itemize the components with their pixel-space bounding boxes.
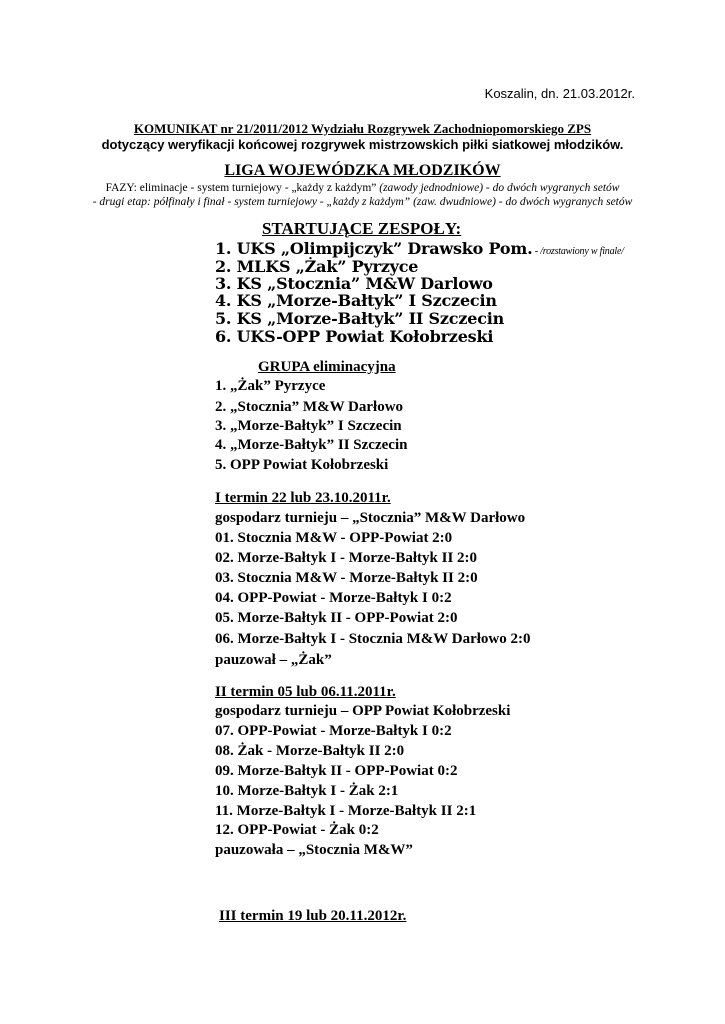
match-result: 02. Morze-Bałtyk I - Morze-Bałtyk II 2:0 <box>215 550 478 566</box>
group-heading: GRUPA eliminacyjna <box>258 359 396 375</box>
match-result: 11. Morze-Bałtyk I - Morze-Bałtyk II 2:1 <box>215 803 477 819</box>
match-result: 10. Morze-Bałtyk I - Żak 2:1 <box>215 783 399 799</box>
match-result: 01. Stocznia M&W - OPP-Powiat 2:0 <box>215 530 453 546</box>
communique-subtitle: dotyczący weryfikacji końcowej rozgrywek mistrzowskich piłki siatkowej młodzików. <box>101 137 624 152</box>
match-result: 12. OPP-Powiat - Żak 0:2 <box>215 822 379 838</box>
term-heading: II termin 05 lub 06.11.2011r. <box>215 684 396 700</box>
match-result: 08. Żak - Morze-Bałtyk II 2:0 <box>215 743 405 759</box>
match-result: 03. Stocznia M&W - Morze-Bałtyk II 2:0 <box>215 570 478 586</box>
term-heading: I termin 22 lub 23.10.2011r. <box>215 490 391 506</box>
phases-line-2: - drugi etap: półfinały i finał - system turniejowy - „każdy z każdym” (zaw. dwudniowe) - do dwóch wygranych setów <box>92 196 633 208</box>
pause-note: pauzowała – „Stocznia M&W” <box>215 842 413 858</box>
group-item: 1. „Żak” Pyrzyce <box>215 378 326 394</box>
group-item: 5. OPP Powiat Kołobrzeski <box>215 457 389 473</box>
match-result: 06. Morze-Bałtyk I - Stocznia M&W Darłowo 2:0 <box>215 631 531 647</box>
phases-line-1-text: FAZY: eliminacje - system turniejowy - „każdy z każdym” <box>105 182 377 194</box>
team-item: 3. KS „Stocznia” M&W Darlowo <box>215 274 493 293</box>
tournament-host: gospodarz turnieju – „Stocznia” M&W Darłowo <box>215 510 526 526</box>
tournament-host: gospodarz turnieju – OPP Powiat Kołobrzeski <box>215 703 511 719</box>
match-result: 05. Morze-Bałtyk II - OPP-Powiat 2:0 <box>215 610 458 626</box>
team-note: - /rozstawiony w finale/ <box>532 246 624 257</box>
team-item: 4. KS „Morze-Bałtyk” I Szczecin <box>215 291 497 310</box>
phases-line-1 <box>0 182 725 194</box>
phases-line-1-italic: (zawody jednodniowe) - do dwóch wygranych setów <box>376 182 620 194</box>
league-title: LIGA WOJEWÓDZKA MŁODZIKÓW <box>224 162 501 179</box>
match-result: 04. OPP-Powiat - Morze-Bałtyk I 0:2 <box>215 590 452 606</box>
team-item <box>215 239 624 258</box>
team-item: 6. UKS-OPP Powiat Kołobrzeski <box>215 327 494 346</box>
team-item: 5. KS „Morze-Bałtyk” II Szczecin <box>215 309 505 328</box>
match-result: 09. Morze-Bałtyk II - OPP-Powiat 0:2 <box>215 763 458 779</box>
group-item: 4. „Morze-Bałtyk” II Szczecin <box>215 437 408 453</box>
group-item: 2. „Stocznia” M&W Darłowo <box>215 399 404 415</box>
teams-heading: STARTUJĄCE ZESPOŁY: <box>262 219 462 238</box>
team-item: 2. MLKS „Żak” Pyrzyce <box>215 257 419 276</box>
group-item: 3. „Morze-Bałtyk” I Szczecin <box>215 418 402 434</box>
team-name: 1. UKS „Olimpijczyk” Drawsko Pom. <box>215 239 533 258</box>
communique-title: KOMUNIKAT nr 21/2011/2012 Wydziału Rozgrywek Zachodniopomorskiego ZPS <box>133 121 592 136</box>
pause-note: pauzował – „Żak” <box>215 652 332 668</box>
document-date: Koszalin, dn. 21.03.2012r. <box>484 86 635 101</box>
term-heading: III termin 19 lub 20.11.2012r. <box>219 908 407 924</box>
match-result: 07. OPP-Powiat - Morze-Bałtyk I 0:2 <box>215 723 452 739</box>
